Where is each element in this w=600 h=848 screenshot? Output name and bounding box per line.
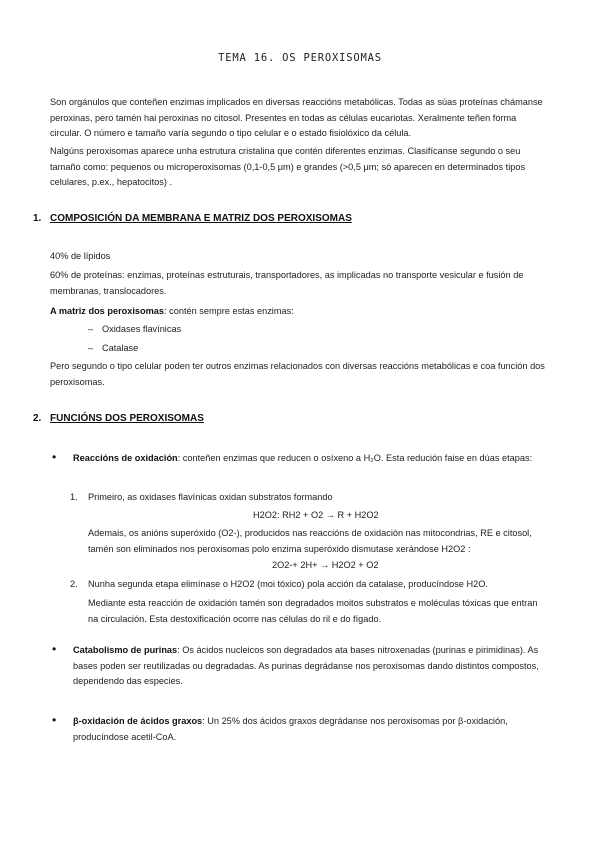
matrix-rest: : contén sempre estas enzimas: <box>164 306 294 316</box>
proteins-text: 60% de proteínas: enzimas, proteínas estruturais, transportadores, as implicadas no transporte vesicular e fusión de membranas, translocadores. <box>50 270 524 296</box>
intro-paragraph-1: Son orgánulos que conteñen enzimas implicados en diversas reaccións metabólicas. Todas as súas proteínas chámanse peroxinas, pero tamén hai peroxinas no citosol. Presentes en todas as células eucariotas. Xeralmente teñen forma circular. O número e tamaño varía segundo o tipo celular e o estado fisiolóxico da célula. <box>50 97 543 138</box>
enzyme-item <box>88 343 138 353</box>
section-2-number: 2. <box>33 413 42 424</box>
bullet-icon: • <box>52 642 57 656</box>
oxidation-bold-label: Reaccións de oxidación <box>73 453 178 463</box>
step-1-number: 1. <box>70 492 78 502</box>
beta-rest: : Un 25% dos ácidos graxos degrádanse nos peroxisomas por β-oxidación, producíndose acetil-CoA. <box>73 716 508 742</box>
step-1-text: Primeiro, as oxidases flavínicas oxidan substratos formando <box>88 492 333 502</box>
beta-oxidation-paragraph <box>73 714 553 745</box>
purines-rest: : Os ácidos nucleicos son degradados ata bases nitroxenadas (purinas e pirimidinas). As bases poden ser reutilizadas ou degradadas. As purinas degrádanse nos peroxisomas dando distintos compostos, dependendo das especies. <box>73 645 539 686</box>
step-1-extra: Ademais, os anións superóxido (O2-), producidos nas reaccións de oxidación nas mitocondrias, RE e citosol, tamén son eliminados nos peroxisomas polo enzima superóxido dismutase xerándose H2O2 : <box>88 528 532 554</box>
bullet-icon: • <box>52 713 57 727</box>
section-1-number: 1. <box>33 213 42 224</box>
oxidation-rest: : conteñen enzimas que reducen o osíxeno a H₂O. Esta redución faise en dúas etapas: <box>177 453 533 463</box>
beta-bold-label: β-oxidación de ácidos graxos <box>73 716 203 726</box>
dash-marker: – <box>88 324 94 334</box>
purines-paragraph <box>73 643 553 690</box>
enzyme-label: Catalase <box>102 343 139 353</box>
section-1-title: COMPOSICIÓN DA MEMBRANA E MATRIZ DOS PEROXISOMAS <box>50 213 352 224</box>
section-1-heading <box>33 213 553 224</box>
bullet-icon: • <box>52 450 57 464</box>
step-1-item <box>70 490 333 506</box>
equation-2: 2O2-+ 2H+ → H2O2 + O2 <box>272 560 379 570</box>
enzyme-item <box>88 324 181 334</box>
oxidation-paragraph <box>73 451 553 467</box>
dash-marker: – <box>88 343 94 353</box>
section-2-heading <box>33 413 553 424</box>
section-2-title: FUNCIÓNS DOS PEROXISOMAS <box>50 413 204 424</box>
lipids-text: 40% de lípidos <box>50 251 111 261</box>
matrix-text <box>50 304 550 320</box>
matrix-bold-label: A matriz dos peroxisomas <box>50 306 165 316</box>
step-2-extra: Mediante esta reacción de oxidación tamén son degradados moitos substratos e moléculas tóxicas que entran na circulación. Esta destoxificación ocorre nas células do ril e do fígado. <box>88 598 538 624</box>
page-title: TEMA 16. OS PEROXISOMAS <box>218 52 382 64</box>
step-2-item <box>70 577 488 593</box>
step-2-number: 2. <box>70 579 78 589</box>
purines-bold-label: Catabolismo de purinas <box>73 645 178 655</box>
section-1-closing: Pero segundo o tipo celular poden ter outros enzimas relacionados con diversas reaccións metabólicas e coa función dos peroxisomas. <box>50 361 545 387</box>
intro-paragraph-2: Nalgúns peroxisomas aparece unha estrutura cristalina que contén diferentes enzimas. Clasifícanse segundo o seu tamaño como: pequenos ou microperoxisomas (0,1-0,5 μm) e grandes (>0,5 μm; só aparecen en determinados tipos celulares, p.ex., hepatocitos) . <box>50 146 526 187</box>
equation-1: H2O2: RH2 + O2 → R + H2O2 <box>253 510 379 520</box>
enzyme-label: Oxidases flavínicas <box>102 324 182 334</box>
step-2-text: Nunha segunda etapa elimínase o H2O2 (moi tóxico) pola acción da catalase, producíndose H2O. <box>88 579 488 589</box>
